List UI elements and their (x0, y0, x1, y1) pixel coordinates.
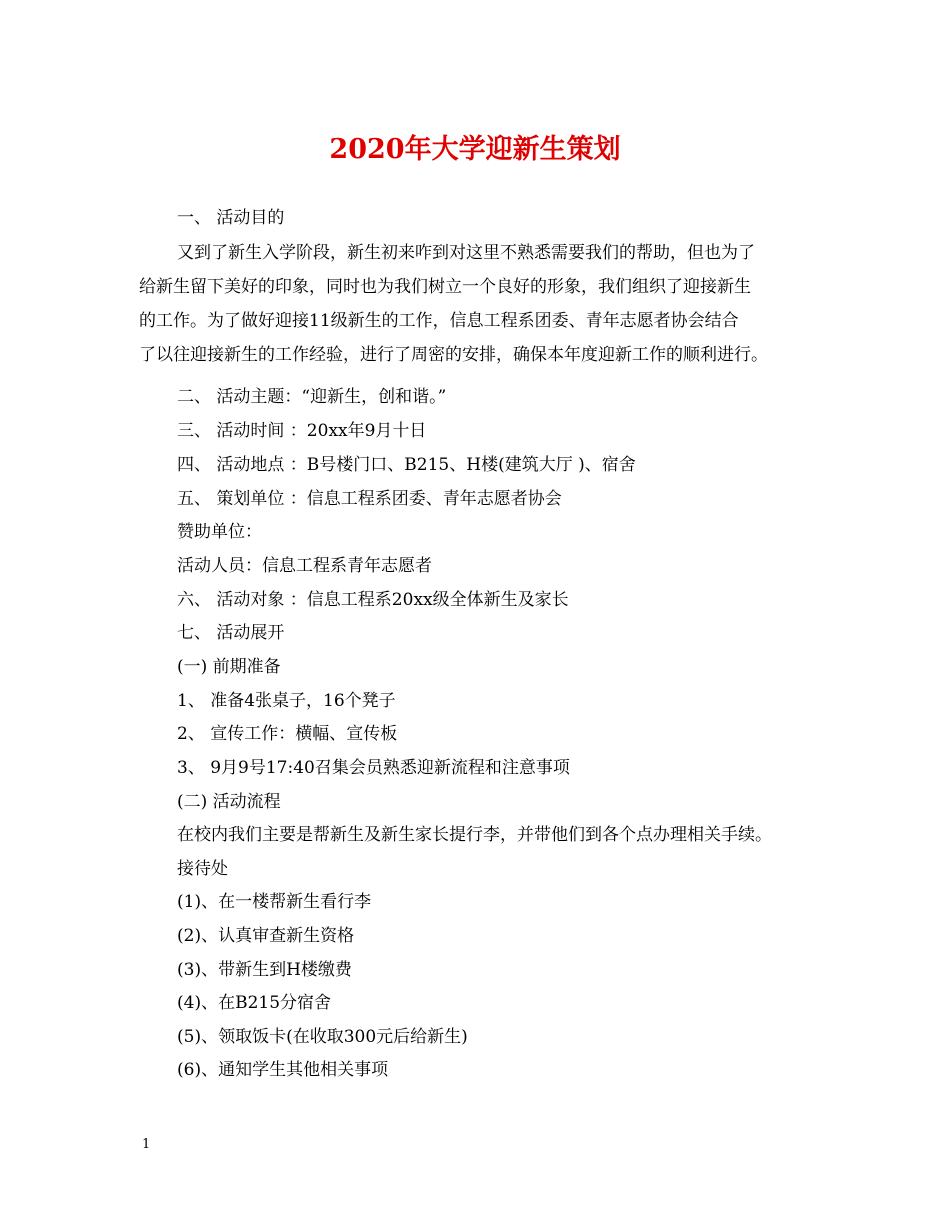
list-item: (6)、通知学生其他相关事项 (177, 1060, 389, 1080)
paragraph-line: 又到了新生入学阶段，新生初来咋到对这里不熟悉需要我们的帮助，但也为了 (177, 243, 755, 263)
paragraph-line: 了以往迎接新生的工作经验，进行了周密的安排，确保本年度迎新工作的顺利进行。 (139, 345, 768, 365)
list-item: (2)、认真审查新生资格 (177, 926, 355, 946)
personnel-line: 活动人员：信息工程系青年志愿者 (177, 556, 432, 576)
section-heading-organizer: 五、 策划单位 ：信息工程系团委、青年志愿者协会 (177, 489, 562, 509)
list-item: (4)、在B215分宿舍 (177, 993, 332, 1013)
page-title: 2020年大学迎新生策划 (329, 134, 621, 165)
list-item: 2、 宣传工作：横幅、宣传板 (177, 724, 398, 744)
list-item: (1)、在一楼帮新生看行李 (177, 892, 372, 912)
page-number: 1 (142, 1137, 151, 1152)
section-heading-audience: 六、 活动对象 ：信息工程系20xx级全体新生及家长 (177, 590, 569, 610)
section-heading-location: 四、 活动地点 ：B号楼门口、B215、H楼(建筑大厅 )、宿舍 (177, 455, 636, 475)
section-heading-execution: 七、 活动展开 (177, 623, 285, 643)
subsection-heading-preparation: (一) 前期准备 (177, 657, 281, 677)
section-heading-theme: 二、 活动主题：“迎新生，创和谐。” (177, 387, 447, 407)
paragraph-line: 在校内我们主要是帮新生及新生家长提行李，并带他们到各个点办理相关手续。 (177, 825, 772, 845)
list-item: 1、 准备4张桌子，16个凳子 (177, 691, 396, 711)
list-item: (5)、领取饭卡(在收取300元后给新生) (177, 1027, 468, 1047)
list-item: (3)、带新生到H楼缴费 (177, 960, 352, 980)
list-item: 3、 9月9号17:40召集会员熟悉迎新流程和注意事项 (177, 758, 570, 778)
subsection-heading-process: (二) 活动流程 (177, 792, 281, 812)
sponsor-line: 赞助单位： (177, 522, 262, 542)
paragraph-line: 给新生留下美好的印象，同时也为我们树立一个良好的形象，我们组织了迎接新生 (139, 277, 751, 297)
section-heading-purpose: 一、 活动目的 (177, 208, 285, 228)
section-heading-time: 三、 活动时间 ：20xx年9月十日 (177, 421, 427, 441)
paragraph-line: 的工作。为了做好迎接11级新生的工作，信息工程系团委、青年志愿者协会结合 (139, 311, 739, 331)
reception-heading: 接待处 (177, 859, 228, 879)
